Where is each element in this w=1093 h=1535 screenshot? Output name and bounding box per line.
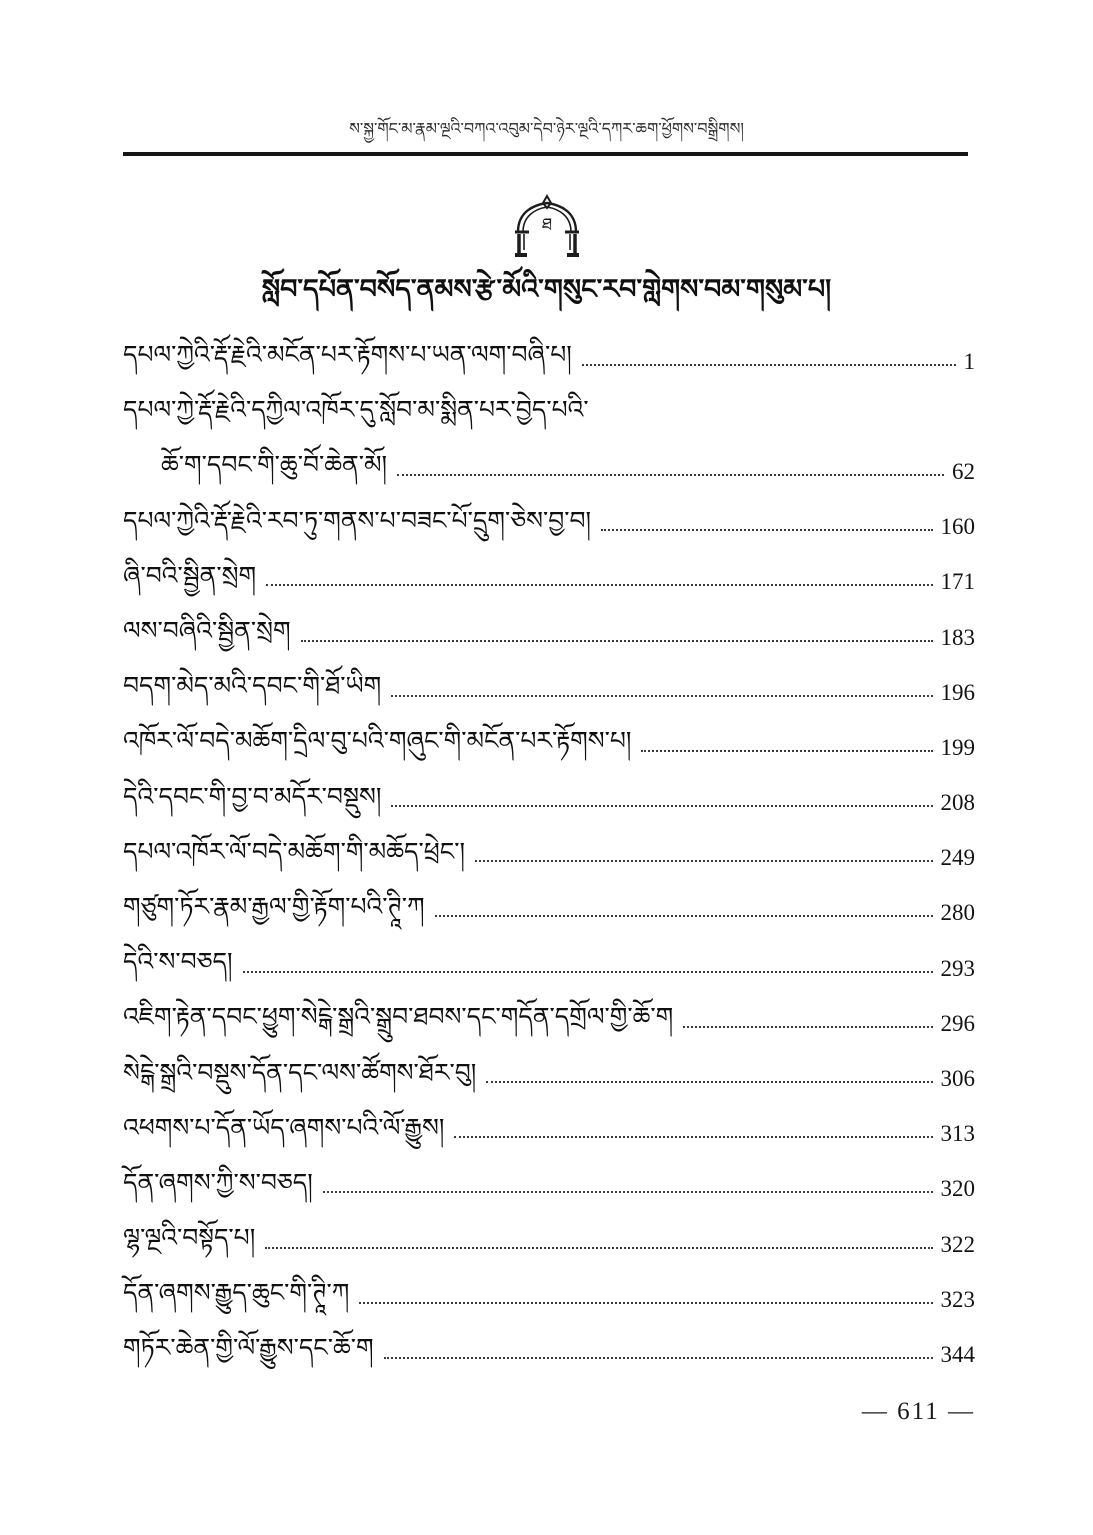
dotted-leader (359, 1302, 932, 1304)
toc-entry-text: གཏོར་ཆེན་གྱི་ལོ་རྒྱུས་དང་ཆོ་ག (123, 1333, 374, 1363)
toc-entry-page-number: 160 (940, 514, 975, 540)
arch-emblem-icon (505, 194, 589, 266)
dotted-leader (391, 695, 932, 697)
toc-entry-text: དཔལ་ཀྱེའི་རྡོ་རྗེའི་མངོན་པར་རྟོགས་པ་ཡན་ལག་བཞི་པ། (123, 340, 572, 370)
toc-entry-text: དཔལ་ཀྱེའི་རྡོ་རྗེའི་རབ་ཏུ་གནས་པ་བཟང་པོ་དྲུག་ཅེས་བྱ་བ། (123, 505, 592, 535)
dotted-leader (683, 1026, 932, 1028)
toc-entry-text: ལས་བཞིའི་སྦྱིན་སྲེག (123, 616, 291, 646)
toc-entry-text: དོན་ཞགས་ཀྱི་ས་བཅད། (123, 1167, 313, 1197)
toc-entry-text: འཇིག་རྟེན་དབང་ཕྱུག་སེངྒེ་སྒྲའི་སྒྲུབ་ཐབས་དང་གདོན་དགྲོལ་གྱི་ཆོ་ག (123, 1002, 674, 1032)
toc-entry-page-number: 171 (940, 569, 975, 595)
toc-entry-page-number: 344 (940, 1341, 975, 1367)
toc-entry-text: ལྷ་ལྔའི་བསྟོད་པ། (123, 1223, 256, 1253)
toc-entry-page-number: 313 (940, 1121, 975, 1147)
dotted-leader (601, 529, 932, 531)
toc-entry-page-number: 208 (940, 790, 975, 816)
dotted-leader (266, 584, 932, 586)
toc-entry-page-number: 183 (940, 624, 975, 650)
toc-entry-text: འཕགས་པ་དོན་ཡོད་ཞགས་པའི་ལོ་རྒྱུས། (123, 1112, 445, 1142)
toc-entry-text: ཆོ་ག་དབང་གི་ཆུ་བོ་ཆེན་མོ། (161, 450, 388, 480)
dotted-leader (486, 1081, 932, 1083)
folio-page-number: — 611 — (861, 1398, 975, 1425)
running-header: ས་སྐྱ་གོང་མ་རྣམ་ལྔའི་བཀའ་འབུམ་དེབ་ཉེར་ལྔའི་དཀར་ཆག་ཕྱོགས་བསྒྲིགས། (349, 119, 744, 138)
table-of-contents (123, 334, 975, 1383)
toc-entry-page-number: 280 (940, 900, 975, 926)
toc-entry-page-number: 62 (952, 458, 975, 484)
dotted-leader (243, 971, 933, 973)
toc-entry-text: དཔལ་འཁོར་ལོ་བདེ་མཆོག་གི་མཆོད་ཕྲེང་། (123, 836, 466, 866)
dotted-leader (454, 1136, 932, 1138)
dotted-leader (301, 640, 933, 642)
dotted-leader (384, 1357, 933, 1359)
toc-entry-page-number: 249 (940, 845, 975, 871)
dotted-leader (323, 1191, 933, 1193)
toc-entry-page-number: 293 (940, 955, 975, 981)
toc-entry-text: དེའི་ས་བཅད། (123, 947, 233, 977)
toc-entry-page-number: 199 (940, 734, 975, 760)
toc-entry-text: དཔལ་ཀྱེ་རྡོ་རྗེའི་དཀྱིལ་འཁོར་དུ་སློབ་མ་སྨིན་པར་བྱེད་པའི་ (123, 395, 589, 425)
dotted-leader (397, 474, 944, 476)
toc-entry-page-number: 322 (940, 1231, 975, 1257)
toc-entry-text: དོན་ཞགས་རྒྱུད་ཆུང་གི་ཊཱི་ཀ (123, 1278, 350, 1308)
toc-entry-page-number: 1 (963, 348, 975, 374)
toc-entry-page-number: 323 (940, 1286, 975, 1312)
toc-entry-page-number: 320 (940, 1176, 975, 1202)
toc-entry-text: དེའི་དབང་གི་བྱ་བ་མདོར་བསྡུས། (123, 781, 382, 811)
dotted-leader (582, 364, 956, 366)
page-title: སློབ་དཔོན་བསོད་ནམས་རྩེ་མོའི་གསུང་རབ་གླེགས་བམ་གསུམ་པ། (261, 274, 832, 305)
toc-entry-text: གཙུག་ཏོར་རྣམ་རྒྱལ་གྱི་རྟོག་པའི་ཊཱི་ཀ (123, 891, 425, 921)
header-rule (123, 152, 968, 156)
toc-entry-text: ཞི་བའི་སྦྱིན་སྲེག (123, 560, 257, 590)
dotted-leader (435, 915, 933, 917)
toc-entry-page-number: 296 (940, 1010, 975, 1036)
toc-entry-text: བདག་མེད་མའི་དབང་གི་ཐོ་ཡིག (123, 671, 382, 701)
toc-entry-text: སེངྒེ་སྒྲའི་བསྡུས་དོན་དང་ལས་ཚོགས་ཐོར་བུ། (123, 1057, 477, 1087)
toc-entry-text: འཁོར་ལོ་བདེ་མཆོག་དྲིལ་བུ་པའི་གཞུང་གི་མངོན་པར་རྟོགས་པ། (123, 726, 632, 756)
emblem-seed-letter: ཐ (541, 215, 552, 235)
dotted-leader (641, 750, 932, 752)
toc-entry-page-number: 196 (940, 679, 975, 705)
toc-entry-page-number: 306 (940, 1066, 975, 1092)
toc-entry-line (123, 1327, 975, 1382)
dotted-leader (475, 860, 932, 862)
arch-emblem (505, 194, 589, 266)
dotted-leader (391, 805, 932, 807)
dotted-leader (265, 1247, 932, 1249)
toc-entry-line (123, 886, 975, 941)
